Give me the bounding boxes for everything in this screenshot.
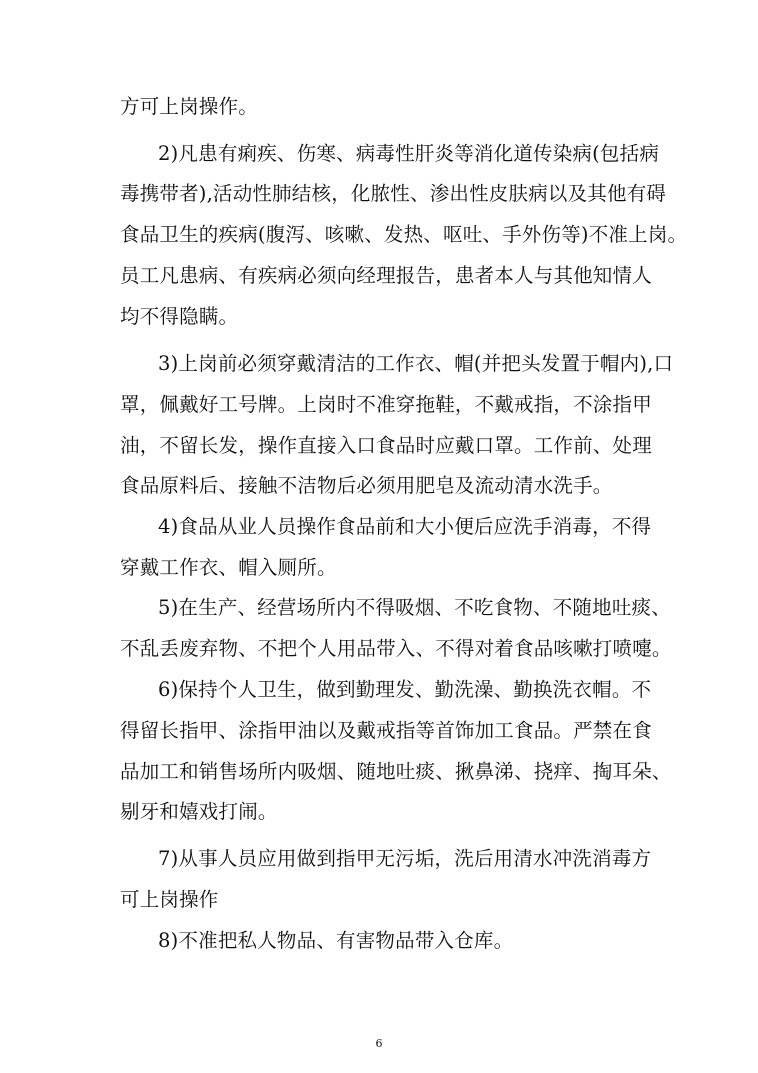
text-line-3: 毒携带者),活动性肺结核，化脓性、渗出性皮肤病以及其他有碍 [120,182,667,205]
text-line-19: 7)从事人员应用做到指甲无污垢，洗后用清水冲洗消毒方 [158,847,652,870]
text-line-17: 品加工和销售场所内吸烟、随地吐痰、揪鼻涕、挠痒、掏耳朵、 [120,760,672,783]
text-line-16: 得留长指甲、涂指甲油以及戴戒指等首饰加工食品。严禁在食 [120,719,652,742]
text-line-13: 5)在生产、经营场所内不得吸烟、不吃食物、不随地吐痰、 [158,596,671,619]
text-line-15: 6)保持个人卫生，做到勤理发、勤洗澡、勤换洗衣帽。不 [158,678,652,701]
text-line-7: 3)上岗前必须穿戴清洁的工作衣、帽(并把头发置于帽内),口 [158,352,674,375]
text-line-9: 油，不留长发，操作直接入口食品时应戴口罩。工作前、处理 [120,434,652,457]
text-line-1: 方可上岗操作。 [120,95,258,118]
text-line-8: 罩，佩戴好工号牌。上岗时不准穿拖鞋，不戴戒指，不涂指甲 [120,393,652,416]
text-line-20: 可上岗操作 [120,888,219,911]
text-line-11: 4)食品从业人员操作食品前和大小便后应洗手消毒，不得 [158,515,652,538]
text-line-10: 食品原料后、接触不洁物后必须用肥皂及流动清水洗手。 [120,474,613,497]
text-line-4: 食品卫生的疾病(腹泻、咳嗽、发热、呕吐、手外伤等)不准上岗。 [120,223,688,246]
text-line-14: 不乱丢废弃物、不把个人用品带入、不得对着食品咳嗽打喷嚏。 [120,637,672,660]
text-line-2: 2)凡患有痢疾、伤寒、病毒性肝炎等消化道传染病(包括病 [158,142,660,165]
text-line-6: 均不得隐瞒。 [120,305,239,328]
text-line-5: 员工凡患病、有疾病必须向经理报告，患者本人与其他知情人 [120,264,652,287]
text-line-18: 剔牙和嬉戏打闹。 [120,800,278,823]
page-number: 6 [375,1037,383,1050]
text-line-12: 穿戴工作衣、帽入厕所。 [120,556,337,579]
text-line-21: 8)不准把私人物品、有害物品带入仓库。 [158,929,514,952]
